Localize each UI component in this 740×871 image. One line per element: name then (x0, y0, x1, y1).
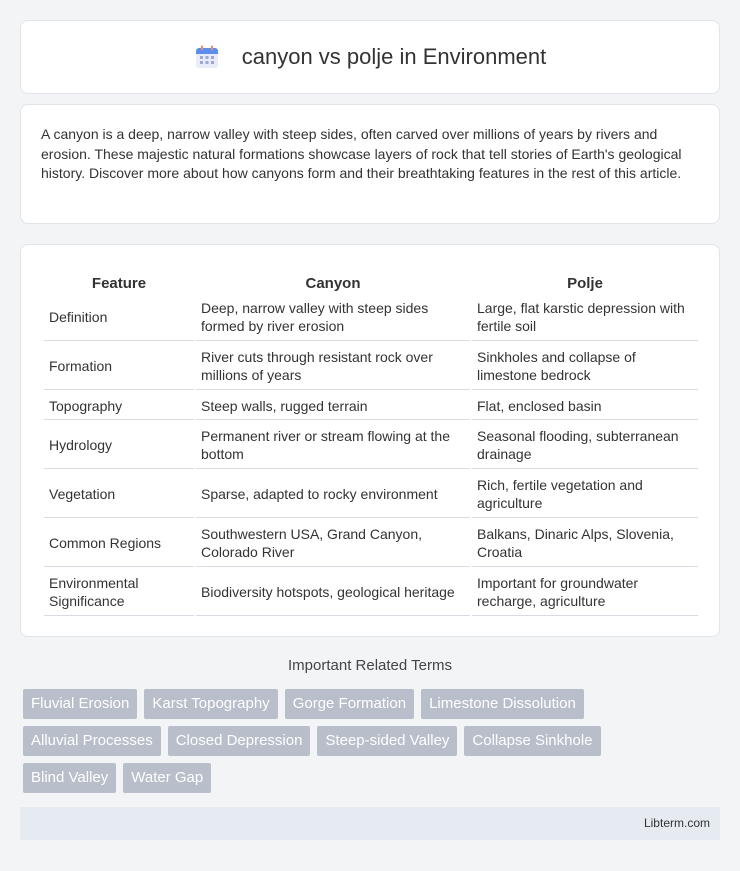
calendar-icon (194, 44, 220, 70)
polje-cell: Balkans, Dinaric Alps, Slovenia, Croatia (472, 520, 698, 567)
table-row (44, 294, 698, 341)
page-title: canyon vs polje in Environment (241, 44, 547, 69)
polje-cell: Large, flat karstic depression with fertile soil (472, 294, 698, 341)
tag-row (23, 689, 723, 719)
header-card (20, 20, 720, 94)
feature-cell: Definition (44, 294, 194, 341)
table-row (44, 520, 698, 567)
tag-karst-topography[interactable]: Karst Topography (144, 689, 277, 719)
footer (20, 807, 720, 840)
table-header-row (44, 267, 698, 292)
canyon-cell: Southwestern USA, Grand Canyon, Colorado River (196, 520, 470, 567)
tag-fluvial-erosion[interactable]: Fluvial Erosion (23, 689, 137, 719)
intro-text: A canyon is a deep, narrow valley with steep sides, often carved over millions of years by rivers and erosion. These majestic natural formations showcase layers of rock that tell stories of Earth's geological history. Discover more about how canyons form and their breathtaking features in the rest of this article. (41, 126, 682, 181)
feature-cell: Environmental Significance (44, 569, 194, 616)
canyon-cell: Sparse, adapted to rocky environment (196, 471, 470, 518)
tag-limestone-dissolution[interactable]: Limestone Dissolution (421, 689, 584, 719)
polje-cell: Important for groundwater recharge, agriculture (472, 569, 698, 616)
tag-steep-sided-valley[interactable]: Steep-sided Valley (317, 726, 457, 756)
canyon-cell: Permanent river or stream flowing at the bottom (196, 422, 470, 469)
header-feature: Feature (91, 275, 147, 292)
tag-alluvial-processes[interactable]: Alluvial Processes (23, 726, 161, 756)
tag-gorge-formation[interactable]: Gorge Formation (285, 689, 414, 719)
related-terms-list (23, 689, 723, 800)
tag-row (23, 763, 723, 793)
comparison-table (42, 265, 700, 618)
canyon-cell: Biodiversity hotspots, geological heritage (196, 569, 470, 616)
polje-cell: Sinkholes and collapse of limestone bedrock (472, 343, 698, 390)
tag-collapse-sinkhole[interactable]: Collapse Sinkhole (464, 726, 600, 756)
table-row (44, 471, 698, 518)
feature-cell: Hydrology (44, 422, 194, 469)
canyon-cell: River cuts through resistant rock over millions of years (196, 343, 470, 390)
tag-row (23, 726, 723, 756)
related-terms-title: Important Related Terms (288, 657, 452, 674)
footer-site-link[interactable]: Libterm.com (643, 816, 710, 830)
table-row (44, 569, 698, 616)
tag-blind-valley[interactable]: Blind Valley (23, 763, 116, 793)
polje-cell: Flat, enclosed basin (472, 392, 698, 420)
feature-cell: Formation (44, 343, 194, 390)
polje-cell: Seasonal flooding, subterranean drainage (472, 422, 698, 469)
intro-card (20, 104, 720, 224)
canyon-cell: Deep, narrow valley with steep sides formed by river erosion (196, 294, 470, 341)
feature-cell: Common Regions (44, 520, 194, 567)
canyon-cell: Steep walls, rugged terrain (196, 392, 470, 420)
tag-closed-depression[interactable]: Closed Depression (168, 726, 311, 756)
table-row (44, 343, 698, 390)
feature-cell: Vegetation (44, 471, 194, 518)
table-row (44, 422, 698, 469)
header-canyon: Canyon (305, 275, 361, 292)
header-polje: Polje (567, 275, 603, 292)
table-row (44, 392, 698, 420)
feature-cell: Topography (44, 392, 194, 420)
comparison-card (20, 244, 720, 637)
polje-cell: Rich, fertile vegetation and agriculture (472, 471, 698, 518)
tag-water-gap[interactable]: Water Gap (123, 763, 211, 793)
